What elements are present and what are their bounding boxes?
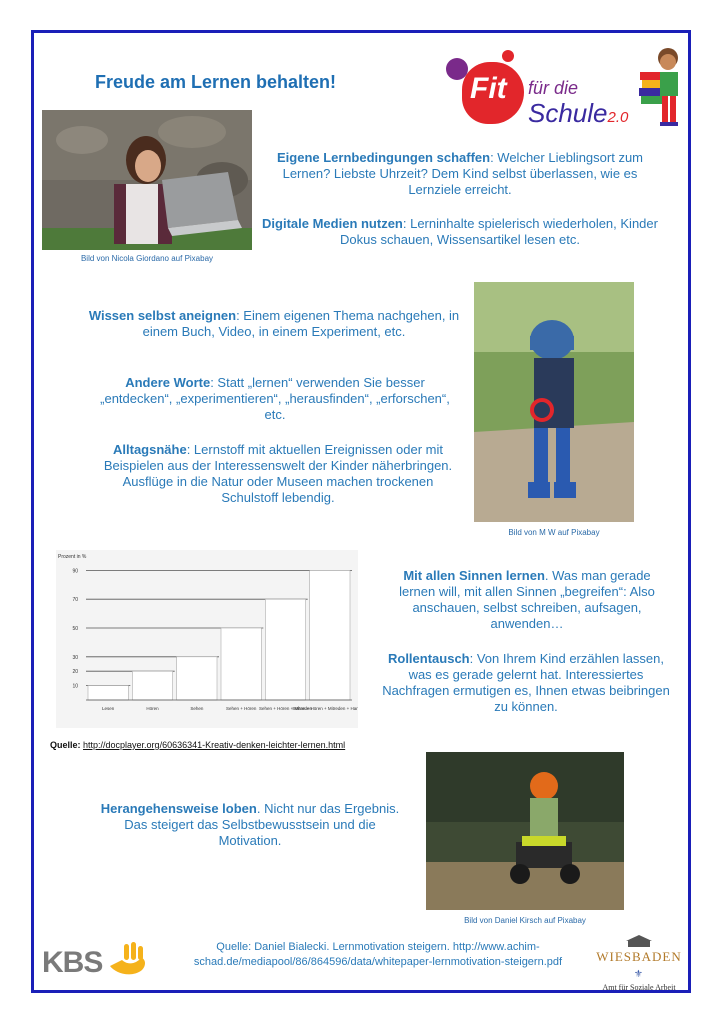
paragraph-body: : Von Ihrem Kind erzählen lassen, was es gerade gelernt hat. Interessiertes Nachfragen ermutigen es, Ihnen etwas beibringen zu können.: [382, 651, 670, 714]
paragraph-lernbedingungen: [262, 150, 658, 198]
wiesbaden-subtitle: Amt für Soziale Arbeit: [602, 983, 676, 992]
paragraph-head: Alltagsnähe: [113, 442, 187, 457]
paragraph-herangehensweise: [100, 801, 400, 849]
logo-version: 2.0: [607, 109, 629, 126]
page-title: Freude am Lernen behalten!: [95, 72, 337, 92]
paragraph-digitale-medien: [262, 216, 658, 248]
chart-bar: [265, 599, 305, 700]
caption-photo-2: Bild von M W auf Pixabay: [508, 528, 600, 537]
svg-text:⚜: ⚜: [634, 969, 643, 979]
chart-x-tick: Sehen + Hören + Mitreden: [258, 706, 313, 711]
hand-icon: [106, 940, 150, 980]
chart-y-tick: 90: [72, 568, 78, 575]
chart-source-link[interactable]: http://docplayer.org/60636341-Kreativ-denken-leichter-lernen.html: [83, 740, 346, 750]
paragraph-alltagsnaehe: [100, 442, 456, 506]
logo-schule-text: Schule: [528, 98, 608, 128]
chart-bar: [221, 628, 261, 700]
photo-child-with-magnifier: [474, 282, 634, 522]
paragraph-head: Rollentausch: [387, 651, 470, 666]
chart-x-tick: Lesen: [102, 706, 115, 711]
logo-fuer-die: für die: [528, 78, 579, 98]
logo-schule: [528, 98, 628, 129]
chart-x-tick: Sehen + Hören + Mitreden + Han: [292, 706, 358, 711]
paragraph-body: . Was man gerade lernen will, mit allen Sinnen „begreifen“: Also anschauen, selbst schreiben, aufsagen, anwenden…: [399, 568, 655, 631]
chart-y-tick: 50: [72, 626, 78, 632]
paragraph-head: Herangehensweise loben: [100, 801, 257, 816]
paragraph-body: . Nicht nur das Ergebnis. Das steigert das Selbstbewusstsein und die Motivation.: [124, 801, 400, 848]
chart-source: [50, 740, 345, 750]
paragraph-body: : Einem eigenen Thema nachgehen, in einem Buch, Video, in einem Experiment, etc.: [142, 308, 460, 339]
chart-bar: [310, 570, 350, 700]
wiesbaden-name: WIESBADEN: [596, 949, 682, 964]
chart-source-label: Quelle:: [50, 740, 84, 750]
chart-svg: [56, 550, 358, 728]
kbs-logo: [42, 940, 152, 980]
paragraph-head: Andere Worte: [125, 375, 211, 390]
learning-senses-chart: [56, 550, 358, 728]
paint-blob-red-small: [502, 50, 514, 62]
chart-ylabel: Prozent in %: [58, 554, 87, 560]
paragraph-allen-sinnen: [384, 568, 670, 632]
crest-icon: [632, 967, 646, 979]
paragraph-head: Wissen selbst aneignen: [88, 308, 237, 323]
chart-y-tick: 70: [72, 597, 78, 604]
paragraph-body: : Welcher Lieblingsort zum Lernen? Liebste Uhrzeit? Dem Kind selbst überlassen, wie es Lernziele erreicht.: [282, 150, 643, 197]
chart-x-tick: Sehen: [190, 706, 204, 711]
paragraph-head: Digitale Medien nutzen: [262, 216, 403, 231]
chart-y-tick: 10: [72, 683, 78, 690]
footer-source: Quelle: Daniel Bialecki. Lernmotivation steigern. http://www.achim-schad.de/mediapool/86/864596/data/whitepaper-lernmotivation-steigern.pdf: [193, 941, 563, 968]
chart-bar: [132, 671, 172, 700]
fit-fuer-die-schule-logo: [440, 44, 690, 136]
chart-bar: [88, 686, 128, 700]
caption-photo-1: Bild von Nicola Giordano auf Pixabay: [80, 254, 214, 263]
paragraph-body: : Lerninhalte spielerisch wiederholen, Kinder Dokus schauen, Wissensartikel lesen etc.: [340, 216, 658, 247]
paragraph-head: Mit allen Sinnen lernen: [403, 568, 545, 583]
paragraph-head: Eigene Lernbedingungen schaffen: [276, 150, 491, 165]
caption-photo-3: Bild von Daniel Kirsch auf Pixabay: [464, 916, 586, 925]
photo-child-on-toy-car: [426, 752, 624, 910]
chart-bar: [177, 657, 217, 700]
chart-x-tick: Sehen + Hören: [225, 706, 257, 711]
wiesbaden-logo: [595, 935, 683, 992]
paragraph-rollentausch: [376, 651, 676, 715]
logo-fit: Fit: [470, 72, 507, 105]
photo-girl-with-laptop: [42, 110, 252, 250]
child-with-books-illustration: [636, 44, 688, 134]
chart-x-tick: Hören: [146, 706, 159, 711]
paragraph-andere-worte: [100, 375, 450, 423]
kbs-text: KBS: [42, 946, 103, 979]
paragraph-body: : Lernstoff mit aktuellen Ereignissen oder mit Beispielen aus der Interessenswelt der Kinder näherbringen. Ausflüge in die Natur oder Museen machen trockenen Schulstoff lebendig.: [103, 442, 453, 505]
building-icon: [624, 935, 654, 947]
paragraph-body: : Statt „lernen“ verwenden Sie besser „entdecken“, „experimentieren“, „herausfinden“, „erforschen“, etc.: [100, 375, 450, 422]
paragraph-wissen-aneignen: [88, 308, 460, 340]
chart-y-tick: 30: [72, 654, 78, 661]
chart-y-tick: 20: [72, 669, 78, 676]
